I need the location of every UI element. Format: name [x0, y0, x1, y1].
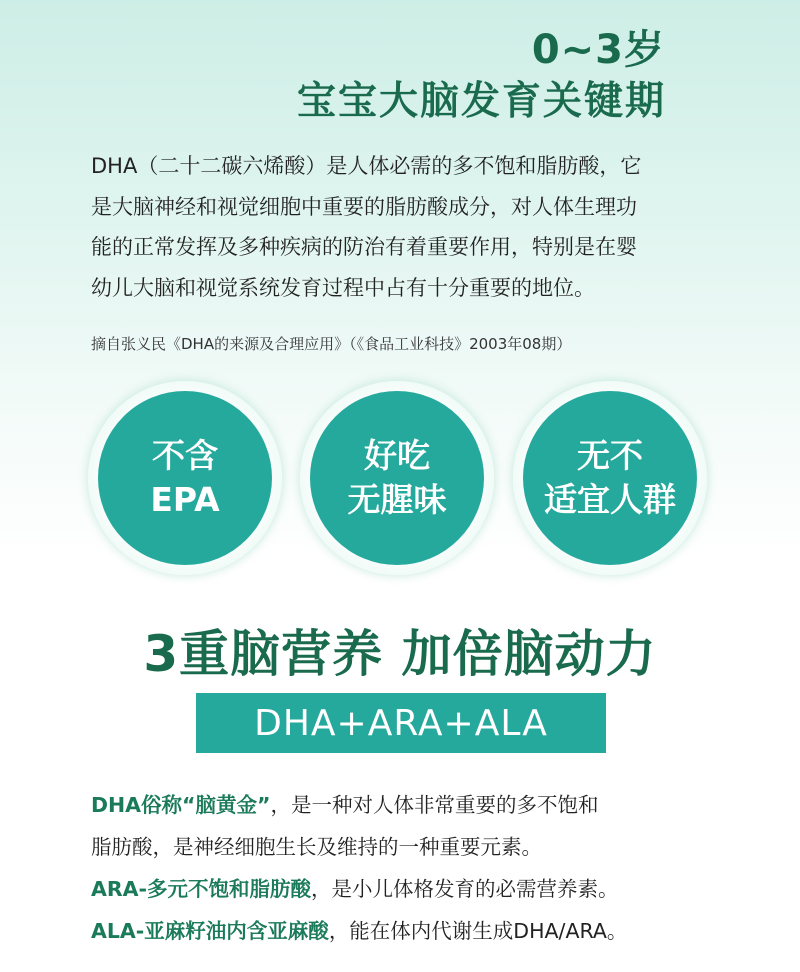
- ara-highlight: ARA-多元不饱和脂肪酸: [91, 877, 312, 901]
- feature-line: EPA: [150, 480, 220, 519]
- dha-text-continued: 脂肪酸，是神经细胞生长及维持的一种重要元素。: [91, 835, 542, 859]
- feature-line: 不含: [152, 436, 218, 475]
- feature-circle: [523, 391, 697, 565]
- feature-line: 无不: [577, 436, 643, 475]
- intro-line: 幼儿大脑和视觉系统发育过程中占有十分重要的地位。: [91, 275, 595, 300]
- detail-line-ala: [91, 910, 731, 952]
- intro-line: 能的正常发挥及多种疾病的防治有着重要作用，特别是在婴: [91, 235, 637, 259]
- feature-circle: [98, 391, 272, 565]
- feature-badge-all-people: [513, 381, 707, 575]
- feature-circle: [310, 391, 484, 565]
- feature-line: 无腥味: [347, 480, 447, 519]
- feature-line: 好吃: [364, 436, 430, 475]
- feature-line: 适宜人群: [544, 480, 676, 519]
- dha-highlight: DHA俗称“脑黄金”: [91, 793, 271, 817]
- slogan-title: 3重脑营养 加倍脑动力: [143, 625, 657, 683]
- age-range-title: 0~3岁: [531, 27, 665, 73]
- ala-text: ，能在体内代谢生成DHA/ARA。: [328, 919, 628, 943]
- ara-text: ，是小儿体格发育的必需营养素。: [311, 877, 619, 901]
- ala-highlight: ALA-亚麻籽油内含亚麻酸: [91, 919, 329, 943]
- intro-line: 是大脑神经和视觉细胞中重要的脂肪酸成分，对人体生理功: [91, 194, 637, 219]
- detail-line-dha: [91, 784, 731, 826]
- intro-paragraph: [91, 146, 691, 308]
- ingredient-details: [91, 784, 731, 952]
- source-citation: 摘自张义民《DHA的来源及合理应用》（《食品工业科技》2003年08期）: [91, 335, 572, 353]
- intro-line: DHA（二十二碳六烯酸）是人体必需的多不饱和脂肪酸，它: [91, 154, 642, 178]
- detail-line-dha-cont: [91, 826, 731, 868]
- feature-badge-tasty: [300, 381, 494, 575]
- feature-badge-no-epa: [88, 381, 282, 575]
- dha-text: ，是一种对人体非常重要的多不饱和: [270, 793, 599, 817]
- detail-line-ara: [91, 868, 731, 910]
- headline-title: 宝宝大脑发育关键期: [296, 79, 666, 124]
- ingredient-banner: DHA+ARA+ALA: [196, 693, 606, 753]
